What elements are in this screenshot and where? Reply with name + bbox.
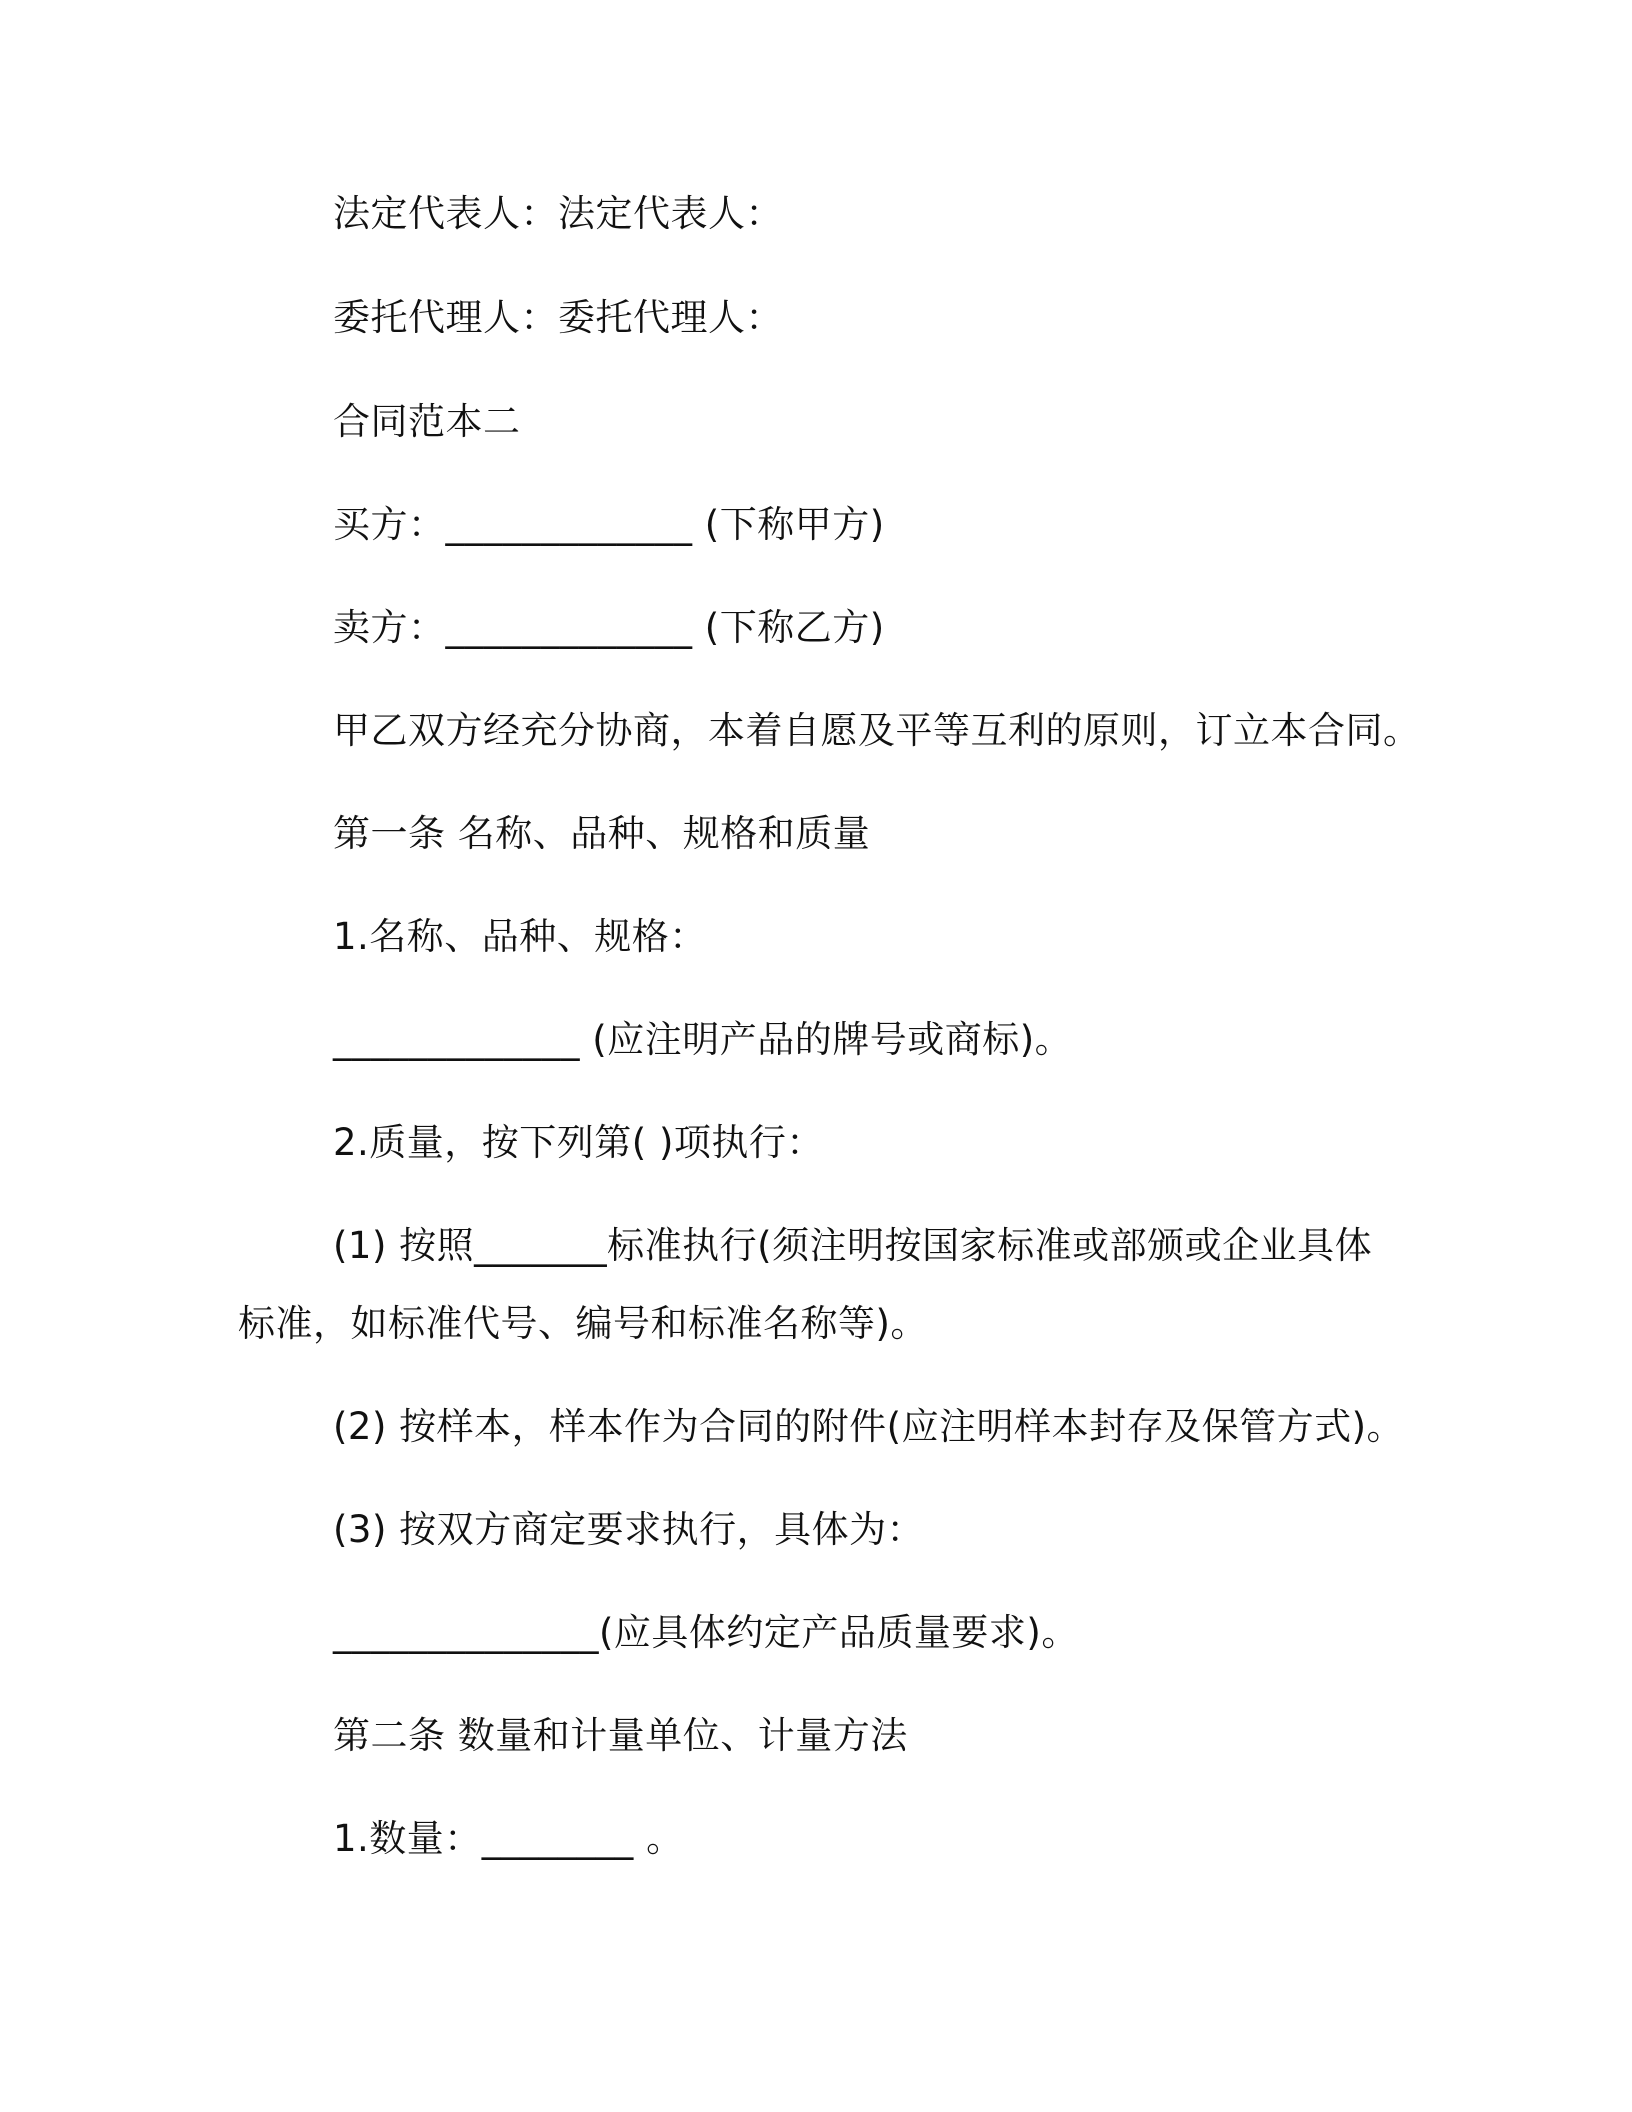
agreement-intro: 甲乙双方经充分协商，本着自愿及平等互利的原则，订立本合同。 <box>333 709 1421 752</box>
quantity-item: 1.数量：________ 。 <box>333 1817 684 1860</box>
quality-option-2: (2) 按样本，样本作为合同的附件(应注明样本封存及保管方式)。 <box>333 1405 1405 1448</box>
article-two-heading: 第二条 数量和计量单位、计量方法 <box>333 1714 908 1757</box>
article-one-heading: 第一条 名称、品种、规格和质量 <box>333 812 871 855</box>
legal-representative-line: 法定代表人：法定代表人： <box>333 192 783 235</box>
authorized-agent-line: 委托代理人：委托代理人： <box>333 296 783 339</box>
quality-requirement-line: ______________(应具体约定产品质量要求)。 <box>333 1611 1079 1654</box>
name-variety-spec-item: 1.名称、品种、规格： <box>333 915 707 958</box>
template-title: 合同范本二 <box>333 400 521 443</box>
quality-item: 2.质量，按下列第( )项执行： <box>333 1121 824 1164</box>
brand-note-line: _____________ (应注明产品的牌号或商标)。 <box>333 1018 1073 1061</box>
quality-option-1-line-2: 标准，如标准代号、编号和标准名称等)。 <box>238 1302 928 1345</box>
quality-option-3: (3) 按双方商定要求执行，具体为： <box>333 1508 925 1551</box>
buyer-line: 买方：_____________ (下称甲方) <box>333 503 885 546</box>
quality-option-1-line-1: (1) 按照_______标准执行(须注明按国家标准或部颁或企业具体 <box>333 1224 1373 1267</box>
seller-line: 卖方：_____________ (下称乙方) <box>333 606 885 649</box>
